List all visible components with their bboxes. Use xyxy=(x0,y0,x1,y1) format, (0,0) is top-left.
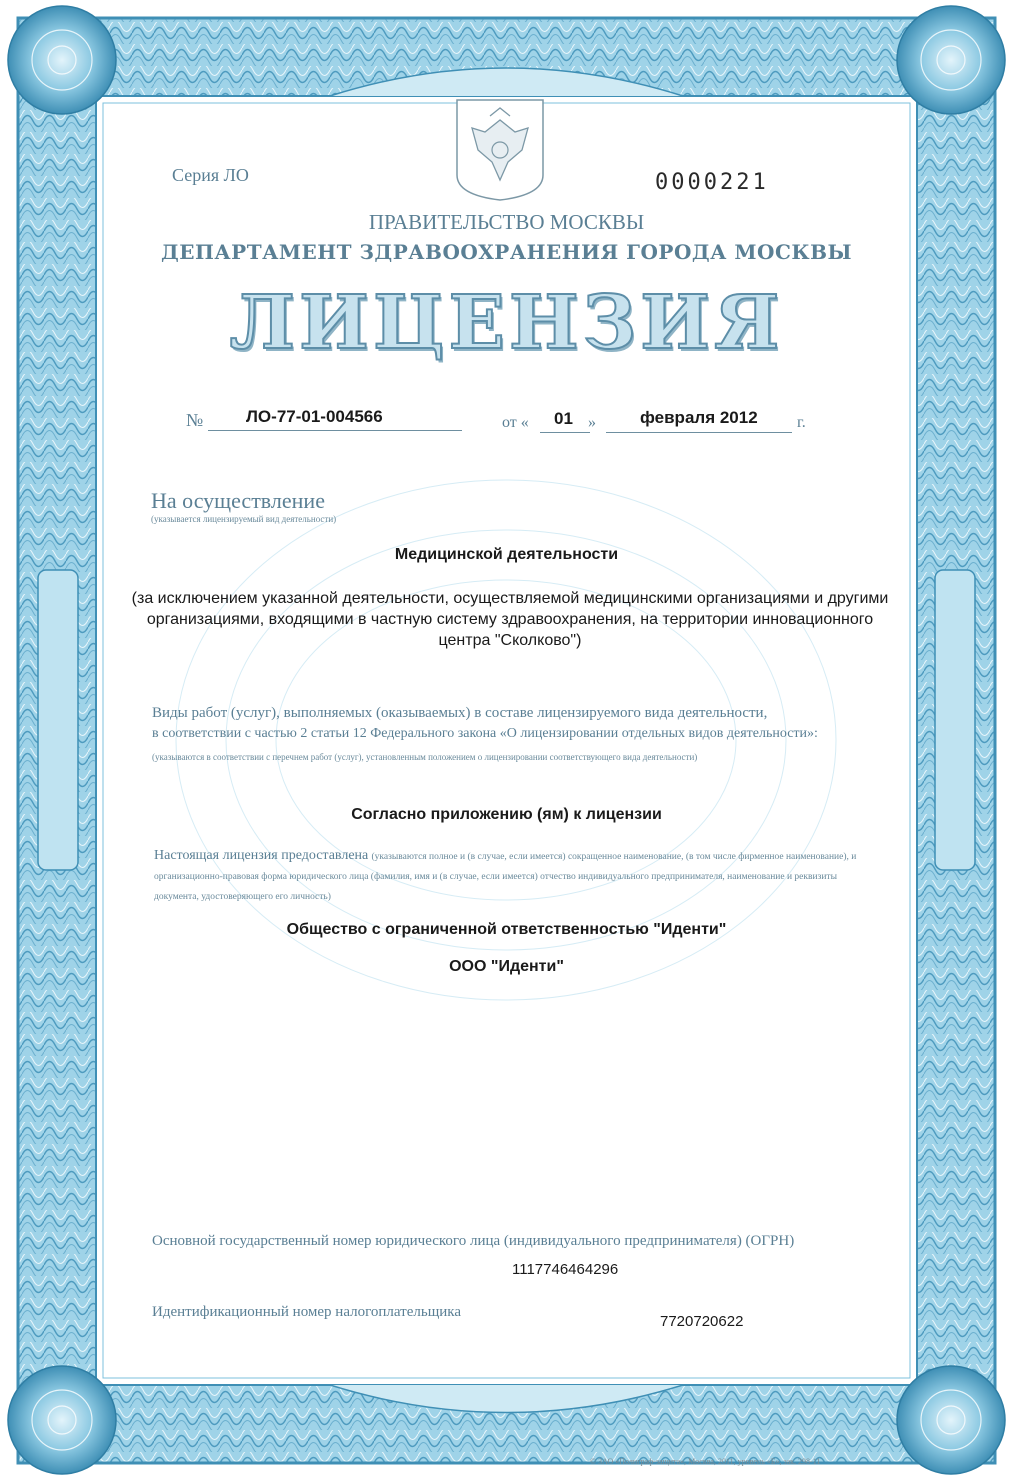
works-value: Согласно приложению (ям) к лицензии xyxy=(351,806,662,823)
inn-value: 7720720622 xyxy=(660,1313,744,1330)
series-label: Серия ЛО xyxy=(172,165,249,185)
date-from-label: от « xyxy=(502,414,529,431)
government-name: ПРАВИТЕЛЬСТВО МОСКВЫ xyxy=(368,210,645,234)
license-month-year: февраля 2012 xyxy=(640,408,758,427)
ogrn-label: Основной государственный номер юридического лица (индивидуального предпринимателя) (ОГРН) xyxy=(152,1233,795,1249)
licensee-lead: Настоящая лицензия предоставлена xyxy=(154,848,369,863)
activity-heading-note: (указывается лицензируемый вид деятельности) xyxy=(151,514,337,524)
works-label-line2: в соответствии с частью 2 статьи 12 Федерального закона «О лицензировании отдельных видов деятельности»: xyxy=(152,726,818,741)
inn-label: Идентификационный номер налогоплательщика xyxy=(152,1304,462,1320)
activity-exclusion: (за исключением указанной деятельности, осуществляемой медицинскими организациями и другими организациями, входящими в частную систему здравоохранения, на территории инновационного центра "Сколково") xyxy=(131,590,889,649)
licensee-full-name: Общество с ограниченной ответственностью "Иденти" xyxy=(286,921,727,938)
licensee-note: (указываются полное и (в случае, если имеется) сокращенное наименование, (в том числе фирменное наименование), и организационно-правовая форма юридического лица (фамилия, имя и (в случае, если имеется) отчество индивидуального предпринимателя, наименование и реквизиты документа, удостоверяющего его личность) xyxy=(154,852,857,902)
form-number: 0000221 xyxy=(655,170,769,195)
day-underline xyxy=(540,432,590,433)
works-label-note: (указываются в соответствии с перечнем работ (услуг), установленным положением о лицензировании соответствующего вида деятельности) xyxy=(152,752,698,762)
date-day-close: » xyxy=(588,414,596,431)
activity-heading: На осуществление xyxy=(151,488,325,513)
year-suffix: г. xyxy=(797,414,806,431)
licensee-short-name: ООО "Иденти" xyxy=(449,958,564,975)
licensee-label xyxy=(154,846,874,906)
ogrn-value: 1117746464296 xyxy=(512,1261,619,1278)
printer-imprint: © ЗАО «Полиграф-защита», Москва, 2011, уровень «Б», зак. 298-11 xyxy=(590,1457,821,1466)
works-label-line1: Виды работ (услуг), выполняемых (оказываемых) в составе лицензируемого вида деятельности, xyxy=(152,705,768,721)
license-number: ЛО-77-01-004566 xyxy=(246,407,383,426)
coat-of-arms-icon xyxy=(457,100,543,200)
license-day: 01 xyxy=(554,409,573,428)
number-sign: № xyxy=(186,410,204,430)
number-underline xyxy=(208,430,462,431)
department-name: ДЕПАРТАМЕНТ ЗДРАВООХРАНЕНИЯ ГОРОДА МОСКВЫ xyxy=(160,240,853,264)
month-underline xyxy=(606,432,792,433)
document-title: ЛИЦЕНЗИЯ xyxy=(229,280,784,366)
activity-name: Медицинской деятельности xyxy=(394,546,619,563)
